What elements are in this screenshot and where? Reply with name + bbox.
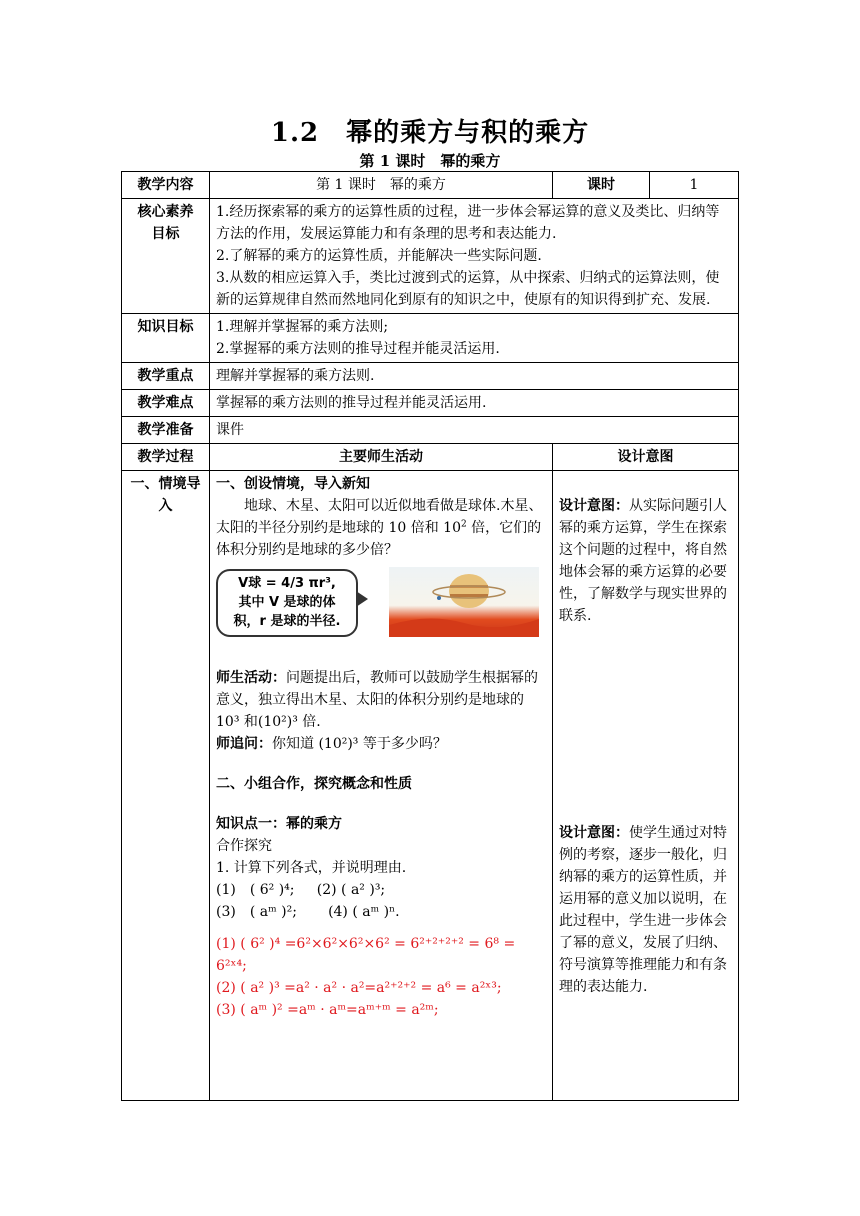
intent-1: 设计意图：从实际问题引人幂的乘方运算，学生在探索这个问题的过程中，将自然地体会幂的乘方运算的必要性，了解数学与现实世界的联系. xyxy=(559,498,727,624)
content-value: 第 1 课时 幂的乘方 xyxy=(210,172,553,199)
bubble-line-2: 其中 V 是球的体 xyxy=(238,595,336,610)
question-line-2: (3) ( aᵐ )²; (4) ( aᵐ )ⁿ. xyxy=(216,904,400,920)
intent-cell xyxy=(553,471,739,1101)
prep-label: 教学准备 xyxy=(122,417,210,444)
core-goals xyxy=(210,199,739,314)
section-2-heading: 二、小组合作，探究概念和性质 xyxy=(216,776,412,792)
sphere-volume-formula: V球 = 4/3 πr³, xyxy=(238,576,336,591)
planet-image xyxy=(389,567,539,637)
lesson-subtitle: 第 1 课时 幂的乘方 xyxy=(359,152,501,170)
core-label: 核心素养 目标 xyxy=(122,199,210,314)
knowledge-goal-2: 2.掌握幂的乘方法则的推导过程并能灵活运用. xyxy=(216,341,500,357)
knowledge-goals xyxy=(210,314,739,363)
activity-cell xyxy=(210,471,553,1101)
core-goal-1: 1.经历探索幂的乘方的运算性质的过程，进一步体会幂运算的意义及类比、归纳等方法的作用，发展运算能力和有条理的思考和表达能力. xyxy=(216,204,720,242)
figures xyxy=(216,567,546,645)
content-label: 教学内容 xyxy=(122,172,210,199)
bubble-line-3: 积，r 是球的半径. xyxy=(233,614,341,629)
core-goal-2: 2.了解幂的乘方的运算性质，并能解决一些实际问题. xyxy=(216,248,542,264)
answer-1: (1) ( 6² )⁴ =6²×6²×6²×6² = 6²⁺²⁺²⁺² = 6⁸ = 6²ˣ⁴; xyxy=(216,936,516,974)
teacher-student-activity: 师生活动：问题提出后，教师可以鼓励学生根据幂的意义，独立得出木星、太阳的体积分别约是地球的 10³ 和(10²)³ 倍. xyxy=(216,670,538,730)
bubble-tail xyxy=(356,591,368,607)
focus-label: 教学重点 xyxy=(122,363,210,390)
formula-bubble xyxy=(216,569,358,637)
question-prompt: 1. 计算下列各式，并说明理由. xyxy=(216,860,407,876)
intro-paragraph: 地球、木星、太阳可以近似地看做是球体.木星、太阳的半径分别约是地球的 10 倍和 $10^2$ 倍，它们的体积分别约是地球的多少倍？ xyxy=(216,498,543,558)
answer-3: (3) ( aᵐ )² =aᵐ · aᵐ=aᵐ⁺ᵐ = a²ᵐ; xyxy=(216,1002,439,1018)
knowledge-goal-1: 1.理解并掌握幂的乘方法则; xyxy=(216,319,389,335)
knowledge-point-1: 知识点一：幂的乘方 xyxy=(216,816,342,832)
section-1-heading: 一、创设情境，导入新知 xyxy=(216,476,370,492)
stage-label: 一、情境导入 xyxy=(122,471,210,1101)
difficulty-label: 教学难点 xyxy=(122,390,210,417)
coop-explore: 合作探究 xyxy=(216,838,272,854)
document-title: 1.2 幂的乘方与积的乘方 xyxy=(270,118,590,148)
intent-header: 设计意图 xyxy=(553,444,739,471)
question-line-1: (1) ( 6² )⁴; (2) ( a² )³; xyxy=(216,882,386,898)
intent-2: 设计意图：使学生通过对特例的考察，逐步一般化，归纳幂的乘方的运算性质，并运用幂的意义加以说明，在此过程中，学生进一步体会了幂的意义，发展了归纳、符号演算等推理能力和有条理的表达能力. xyxy=(559,825,727,995)
difficulty-value: 掌握幂的乘方法则的推导过程并能灵活运用. xyxy=(210,390,739,417)
activity-header: 主要师生活动 xyxy=(210,444,553,471)
teacher-question: 师追问：你知道 (10²)³ 等于多少吗？ xyxy=(216,736,447,752)
hours-value: 1 xyxy=(650,172,739,199)
process-header: 教学过程 xyxy=(122,444,210,471)
hours-label: 课时 xyxy=(553,172,650,199)
knowledge-label: 知识目标 xyxy=(122,314,210,363)
core-goal-3: 3.从数的相应运算入手，类比过渡到式的运算，从中探索、归纳式的运算法则，使新的运算规律自然而然地同化到原有的知识之中，使原有的知识得到扩充、发展. xyxy=(216,270,720,308)
prep-value: 课件 xyxy=(210,417,739,444)
lesson-plan-table xyxy=(121,171,739,1101)
focus-value: 理解并掌握幂的乘方法则. xyxy=(210,363,739,390)
answer-2: (2) ( a² )³ =a² · a² · a²=a²⁺²⁺² = a⁶ = a²ˣ³; xyxy=(216,980,502,996)
